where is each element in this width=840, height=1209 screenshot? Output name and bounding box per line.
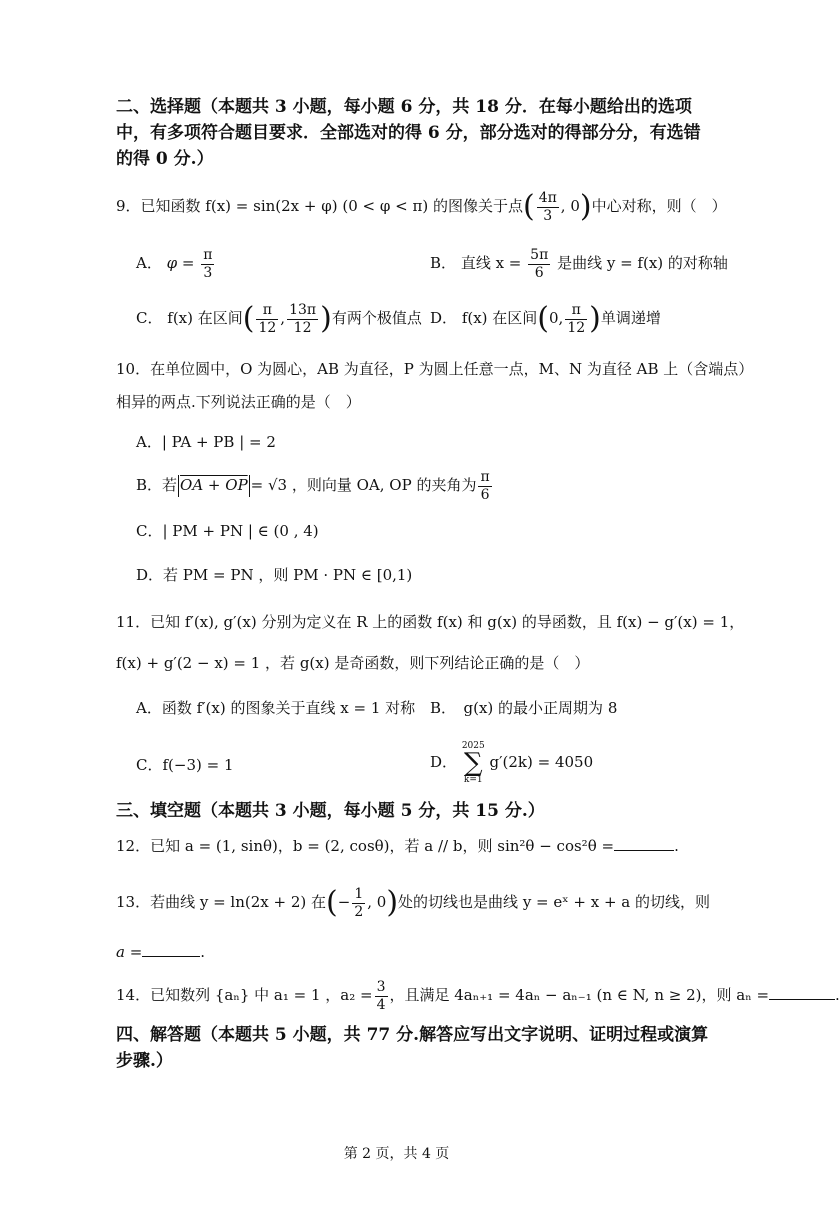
q10-option-b <box>136 465 494 505</box>
q9-point-num: 4π <box>538 189 557 206</box>
q9-option-a-text: φ = <box>166 254 195 272</box>
q9-c-num1: π <box>256 302 278 320</box>
q14-end: . <box>835 986 840 1004</box>
q9-option-c-a: f(x) 在区间 <box>167 309 243 327</box>
q9-option-a-label: A． <box>136 254 162 272</box>
q9-option-d: D． f(x) 在区间(0, $\frac{\pi}{12}$ )单调递增 <box>430 301 661 336</box>
q10-b-den: 6 <box>480 486 490 503</box>
q10-option-b-b: = √3 ，则向量 OA, OP 的夹角为 <box>250 476 477 494</box>
question-13-line2 <box>116 942 205 962</box>
q9-b-den: 6 <box>534 264 544 281</box>
q14-den: 4 <box>376 996 386 1013</box>
q13-answer-blank <box>142 942 200 957</box>
q11-option-c: C．f(−3) = 1 <box>136 756 234 774</box>
q13-zero: , 0 <box>367 893 387 911</box>
question-11-stem-line2: f(x) + g′(2 − x) = 1 ，若 g(x) 是奇函数，则下列结论正确的是（ ） <box>116 654 590 672</box>
question-14 <box>116 975 840 1015</box>
q10-option-a: A．| PA + PB | = 2 <box>136 433 276 451</box>
q9-d-den: 12 <box>567 319 586 336</box>
q11-sum-lower: k=1 <box>463 775 483 785</box>
section2-heading-line3: 的得 0 分.） <box>116 149 214 169</box>
question-11-stem-line1: 11．已知 f′(x), g′(x) 分别为定义在 R 上的函数 f(x) 和 g(x) 的导函数，且 f(x) − g′(x) = 1， <box>116 613 745 631</box>
q9-option-b <box>430 243 728 283</box>
q9-d-zero: 0, <box>549 309 564 327</box>
q11-option-b: B． g(x) 的最小正周期为 8 <box>430 699 618 717</box>
q9-point-rest: , 0 <box>560 197 580 215</box>
q9-option-c-label: C． <box>136 309 163 327</box>
q10-option-d: D．若 PM = PN ，则 PM · PN ∈ [0,1) <box>136 566 413 584</box>
q9-b-num: 5π <box>530 246 549 263</box>
q14-text: 14．已知数列 {aₙ} 中 a₁ = 1 ，a₂ = <box>116 986 373 1004</box>
q11-sum-upper: 2025 <box>461 741 485 751</box>
q13-text-a: 13．若曲线 y = ln(2x + 2) 在 <box>116 893 327 911</box>
q14-text-b: ，且满足 4aₙ₊₁ = 4aₙ − aₙ₋₁ (n ∈ N, n ≥ 2)，则 aₙ = <box>389 986 770 1004</box>
q9-a-den: 3 <box>203 264 213 281</box>
question-9-stem: 9．已知函数 f(x) = sin(2x + φ) (0 < φ < π) 的图像关于点( $\frac{4\pi}{3}$ , 0)中心对称，则（ ） <box>116 189 727 224</box>
q12-answer-blank <box>614 836 674 851</box>
q12-text: 12．已知 a = (1, sinθ)，b = (2, cosθ)，若 a // b，则 sin²θ − cos²θ = <box>116 837 615 855</box>
q9-c-den2: 12 <box>293 319 312 336</box>
q9-stem-a: 9．已知函数 f(x) = sin(2x + φ) (0 < φ < π) 的图像关于点 <box>116 197 523 215</box>
q11-option-d-label: D． <box>430 753 458 771</box>
q9-stem-b: 中心对称，则（ ） <box>591 197 727 215</box>
q9-option-d-a: f(x) 在区间 <box>461 309 538 327</box>
q11-option-d <box>430 740 593 785</box>
section2-heading-line2: 中，有多项符合题目要求．全部选对的得 6 分，部分选对的得部分分，有选错 <box>116 123 701 143</box>
q13-den: 2 <box>354 903 364 920</box>
q9-option-b-b: 是曲线 y = f(x) 的对称轴 <box>557 254 728 272</box>
q9-option-b-label: B． <box>430 254 457 272</box>
page-footer: 第 2 页，共 4 页 <box>343 1146 450 1162</box>
q13-minus: − <box>337 893 351 911</box>
q12-end: . <box>674 837 679 855</box>
section4-heading-line1: 四、解答题（本题共 5 小题，共 77 分.解答应写出文字说明、证明过程或演算 <box>116 1025 709 1045</box>
q9-option-b-a: 直线 x = <box>460 254 522 272</box>
q10-b-num: π <box>480 468 490 485</box>
section3-heading: 三、填空题（本题共 3 小题，每小题 5 分，共 15 分.） <box>116 801 545 821</box>
q9-c-num2: 13π <box>289 301 317 318</box>
q11-option-d-expr: g′(2k) = 4050 <box>489 753 594 771</box>
q13-num: 1 <box>354 885 364 902</box>
question-13-line1: 13．若曲线 y = ln(2x + 2) 在(− $\frac{1}{2}$ , 0)处的切线也是曲线 y = eˣ + x + a 的切线，则 <box>116 885 711 920</box>
q9-option-a <box>136 243 216 283</box>
q9-option-c: C． f(x) 在区间( $\frac{\pi}{12}$ , $\frac{13\pi}{12}$ )有两个极值点 <box>136 301 422 336</box>
q9-option-d-b: 单调递增 <box>600 309 661 327</box>
q9-d-num: π <box>565 302 587 320</box>
q10-option-b-vec: OA + OP <box>180 476 248 494</box>
q9-c-den1: 12 <box>258 319 277 336</box>
q9-point-den: 3 <box>543 207 553 224</box>
q13-line2-text: a = <box>116 943 143 961</box>
q11-option-a: A．函数 f′(x) 的图象关于直线 x = 1 对称 <box>136 699 416 717</box>
q11-sum-symbol: ∑ <box>463 748 483 778</box>
q13-text-b: 处的切线也是曲线 y = eˣ + x + a 的切线，则 <box>398 893 711 911</box>
q14-answer-blank <box>769 985 835 1000</box>
question-12 <box>116 836 679 856</box>
question-10-stem-line2: 相异的两点.下列说法正确的是（ ） <box>116 393 361 411</box>
section2-heading-line1: 二、选择题（本题共 3 小题，每小题 6 分，共 18 分．在每小题给出的选项 <box>116 97 692 117</box>
q9-option-d-label: D． <box>430 309 458 327</box>
q9-option-c-b: 有两个极值点 <box>331 309 422 327</box>
q13-end: . <box>200 943 206 961</box>
q10-option-c: C．| PM + PN | ∈ (0 , 4) <box>136 522 319 540</box>
q14-num: 3 <box>376 978 386 995</box>
q9-a-num: π <box>203 246 213 263</box>
q10-option-b-a: B．若 <box>136 476 178 494</box>
section4-heading-line2: 步骤.） <box>116 1051 173 1071</box>
question-10-stem-line1: 10．在单位圆中，O 为圆心，AB 为直径，P 为圆上任意一点，M、N 为直径 AB 上（含端点） <box>116 360 754 378</box>
